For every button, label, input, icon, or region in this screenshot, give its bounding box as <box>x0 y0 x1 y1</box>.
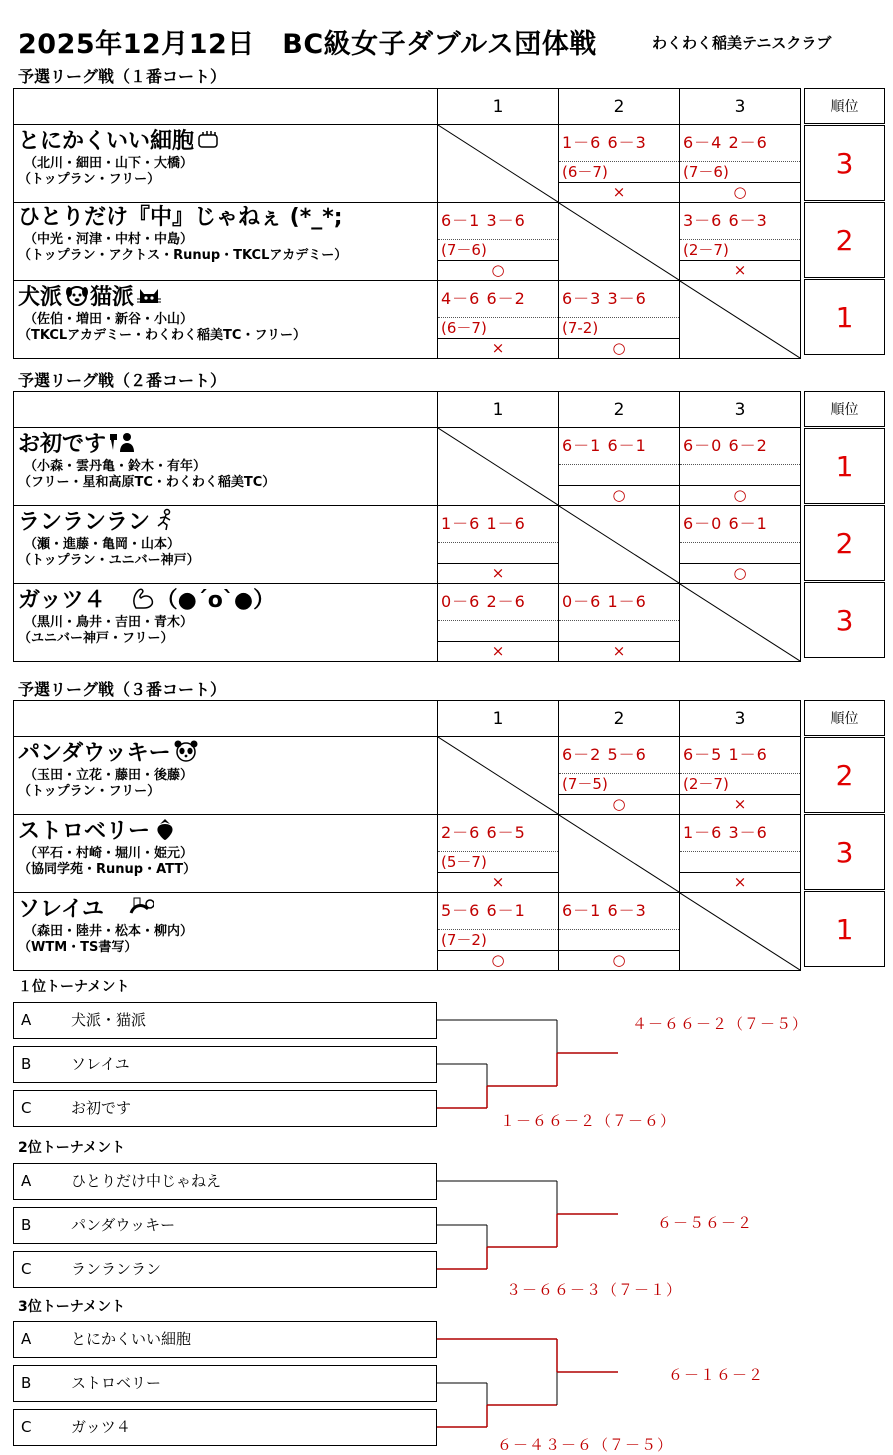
club-name: わくわく稲美テニスクラブ <box>652 34 832 52</box>
team-clubs: （トップラン・フリー） <box>18 172 161 187</box>
league-title: 予選リーグ戦（１番コート） <box>18 67 227 86</box>
set-score: 6－2 5－6 <box>559 737 679 774</box>
win-loss-mark: × <box>612 183 626 201</box>
entry-letter: B <box>21 1374 32 1392</box>
rank-header: 順位 <box>804 391 885 427</box>
tournament-title: 2位トーナメント <box>18 1140 126 1156</box>
set-score: 6－1 6－1 <box>559 428 679 465</box>
win-loss-mark: × <box>491 873 505 891</box>
rank-value: 1 <box>804 891 885 967</box>
team-name-text: パンダウッキー <box>18 741 171 766</box>
win-loss-mark: ○ <box>612 339 626 357</box>
team-members: （平石・村崎・堀川・姫元） <box>24 846 194 861</box>
entry-name: ソレイユ <box>71 1055 130 1073</box>
league-title: 予選リーグ戦（３番コート） <box>18 680 227 699</box>
win-loss-mark: × <box>612 642 626 660</box>
tiebreak-score: (7－2) <box>438 930 558 951</box>
tiebreak-score: (7－5) <box>559 774 679 795</box>
tiebreak-score: (5－7) <box>438 852 558 873</box>
team-members: （小森・雲丹亀・鈴木・有年） <box>24 459 207 474</box>
team-members: （佐伯・増田・新谷・小山） <box>24 312 194 327</box>
set-score: 1－6 3－6 <box>680 815 800 852</box>
rank-value: 1 <box>804 428 885 504</box>
tournament-entry <box>13 1365 437 1402</box>
tiebreak-score: (7－6) <box>680 162 800 183</box>
rank-value: 3 <box>804 814 885 890</box>
team-clubs: （フリー・星和高原TC・わくわく稲美TC） <box>18 475 276 490</box>
team-name-text-2: 猫派 <box>90 285 135 310</box>
win-loss-mark: × <box>733 261 747 279</box>
tournament-entry <box>13 1251 437 1288</box>
column-header: 2 <box>559 392 680 428</box>
entry-name: パンダウッキー <box>71 1216 176 1234</box>
team-clubs: （トップラン・フリー） <box>18 784 161 799</box>
tournament-title: １位トーナメント <box>18 979 130 995</box>
final-result: ６－５６－２ <box>657 1214 754 1232</box>
column-header: 3 <box>680 89 801 125</box>
column-header: 2 <box>559 701 680 737</box>
tiebreak-score: (2－7) <box>680 774 800 795</box>
set-score: 6－3 3－6 <box>559 281 679 318</box>
set-score: 6－0 6－1 <box>680 506 800 543</box>
rank-value: 3 <box>804 582 885 658</box>
win-loss-mark: × <box>733 873 747 891</box>
tiebreak-score: (7－6) <box>438 240 558 261</box>
win-loss-mark: ○ <box>612 795 626 813</box>
win-loss-mark: × <box>491 642 505 660</box>
team-name-text: ランランラン <box>18 510 151 535</box>
win-loss-mark: ○ <box>612 951 626 969</box>
team-clubs: （TKCLアカデミー・わくわく稲美TC・フリー） <box>18 328 306 343</box>
column-header: 1 <box>438 392 559 428</box>
team-name-text: 犬派 <box>18 285 63 310</box>
entry-name: とにかくいい細胞 <box>71 1330 192 1348</box>
win-loss-mark: ○ <box>612 486 626 504</box>
set-score: 5－6 6－1 <box>438 893 558 930</box>
tournament-entry <box>13 1090 437 1127</box>
page-title: 2025年12月12日 BC級女子ダブルス団体戦 <box>18 29 597 60</box>
semifinal-result: １－６６－２（７－６） <box>500 1112 677 1130</box>
win-loss-mark: ○ <box>491 261 505 279</box>
win-loss-mark: ○ <box>733 486 747 504</box>
team-name-text: ストロベリー <box>18 819 151 844</box>
tournament-entry <box>13 1046 437 1083</box>
set-score: 1－6 1－6 <box>438 506 558 543</box>
win-loss-mark: ○ <box>491 951 505 969</box>
entry-letter: A <box>21 1172 32 1190</box>
tournament-entry <box>13 1207 437 1244</box>
semifinal-result: ６－４３－６（７－５） <box>497 1436 674 1454</box>
column-header: 3 <box>680 701 801 737</box>
tournament-entry <box>13 1002 437 1039</box>
final-result: ４－６６－２（７－５） <box>632 1015 809 1033</box>
team-name-text-2: （●´o`●） <box>155 588 276 613</box>
tournament-entry <box>13 1163 437 1200</box>
set-score: 4－6 6－2 <box>438 281 558 318</box>
team-name-text: お初です <box>18 432 107 457</box>
tiebreak-score: (2－7) <box>680 240 800 261</box>
team-clubs: （トップラン・アクトス・Runup・TKCLアカデミー） <box>18 248 348 263</box>
final-result: ６－１６－２ <box>668 1366 765 1384</box>
team-name-text: ひとりだけ『中』じゃねぇ (*_*; <box>18 205 343 230</box>
set-score: 6－1 3－6 <box>438 203 558 240</box>
entry-name: ランランラン <box>71 1260 162 1278</box>
team-members: （森田・陸井・松本・柳内） <box>24 924 194 939</box>
set-score: 0－6 2－6 <box>438 584 558 621</box>
rank-value: 2 <box>804 202 885 278</box>
tiebreak-score: (7-2) <box>559 318 679 339</box>
tiebreak-score: (6－7) <box>438 318 558 339</box>
win-loss-mark: ○ <box>733 564 747 582</box>
win-loss-mark: × <box>733 795 747 813</box>
rank-value: 3 <box>804 125 885 201</box>
set-score: 6－0 6－2 <box>680 428 800 465</box>
team-name-text: ガッツ４ <box>18 588 128 613</box>
semifinal-result: ３－６６－３（７－１） <box>506 1281 683 1299</box>
entry-name: お初です <box>71 1099 132 1117</box>
set-score: 0－6 1－6 <box>559 584 679 621</box>
entry-name: ひとりだけ中じゃねえ <box>71 1172 222 1190</box>
league-title: 予選リーグ戦（２番コート） <box>18 371 227 390</box>
entry-name: ガッツ４ <box>71 1418 131 1436</box>
column-header: 2 <box>559 89 680 125</box>
win-loss-mark: × <box>491 564 505 582</box>
team-clubs: （協同学苑・Runup・ATT） <box>18 862 197 877</box>
column-header: 3 <box>680 392 801 428</box>
rank-value: 2 <box>804 505 885 581</box>
set-score: 2－6 6－5 <box>438 815 558 852</box>
team-name-text: とにかくいい細胞 <box>18 129 195 154</box>
column-header: 1 <box>438 701 559 737</box>
set-score: 6－5 1－6 <box>680 737 800 774</box>
set-score: 1－6 6－3 <box>559 125 679 162</box>
entry-letter: C <box>21 1418 32 1436</box>
set-score: 6－1 6－3 <box>559 893 679 930</box>
rank-value: 1 <box>804 279 885 355</box>
tournament-title: 3位トーナメント <box>18 1299 126 1315</box>
team-members: （中光・河津・中村・中島） <box>24 232 194 247</box>
tournament-entry <box>13 1321 437 1358</box>
entry-name: 犬派・猫派 <box>71 1011 147 1029</box>
entry-letter: C <box>21 1099 32 1117</box>
team-members: （玉田・立花・藤田・後藤） <box>24 768 194 783</box>
tournament-entry <box>13 1409 437 1446</box>
team-members: （瀬・進藤・亀岡・山本） <box>24 537 181 552</box>
team-members: （黒川・鳥井・吉田・青木） <box>24 615 194 630</box>
entry-letter: B <box>21 1216 32 1234</box>
rank-value: 2 <box>804 737 885 813</box>
entry-name: ストロベリー <box>71 1374 162 1392</box>
rank-header: 順位 <box>804 88 885 124</box>
win-loss-mark: × <box>491 339 505 357</box>
entry-letter: B <box>21 1055 32 1073</box>
team-clubs: （トップラン・ユニバー神戸） <box>18 553 200 568</box>
entry-letter: A <box>21 1011 32 1029</box>
team-members: （北川・細田・山下・大橋） <box>24 156 194 171</box>
rank-header: 順位 <box>804 700 885 736</box>
team-name-text: ソレイユ <box>18 897 127 922</box>
set-score: 3－6 6－3 <box>680 203 800 240</box>
entry-letter: C <box>21 1260 32 1278</box>
entry-letter: A <box>21 1330 32 1348</box>
tiebreak-score: (6－7) <box>559 162 679 183</box>
set-score: 6－4 2－6 <box>680 125 800 162</box>
team-clubs: （ユニバー神戸・フリー） <box>18 631 174 646</box>
column-header: 1 <box>438 89 559 125</box>
win-loss-mark: ○ <box>733 183 747 201</box>
team-clubs: （WTM・TS書写） <box>18 940 138 955</box>
